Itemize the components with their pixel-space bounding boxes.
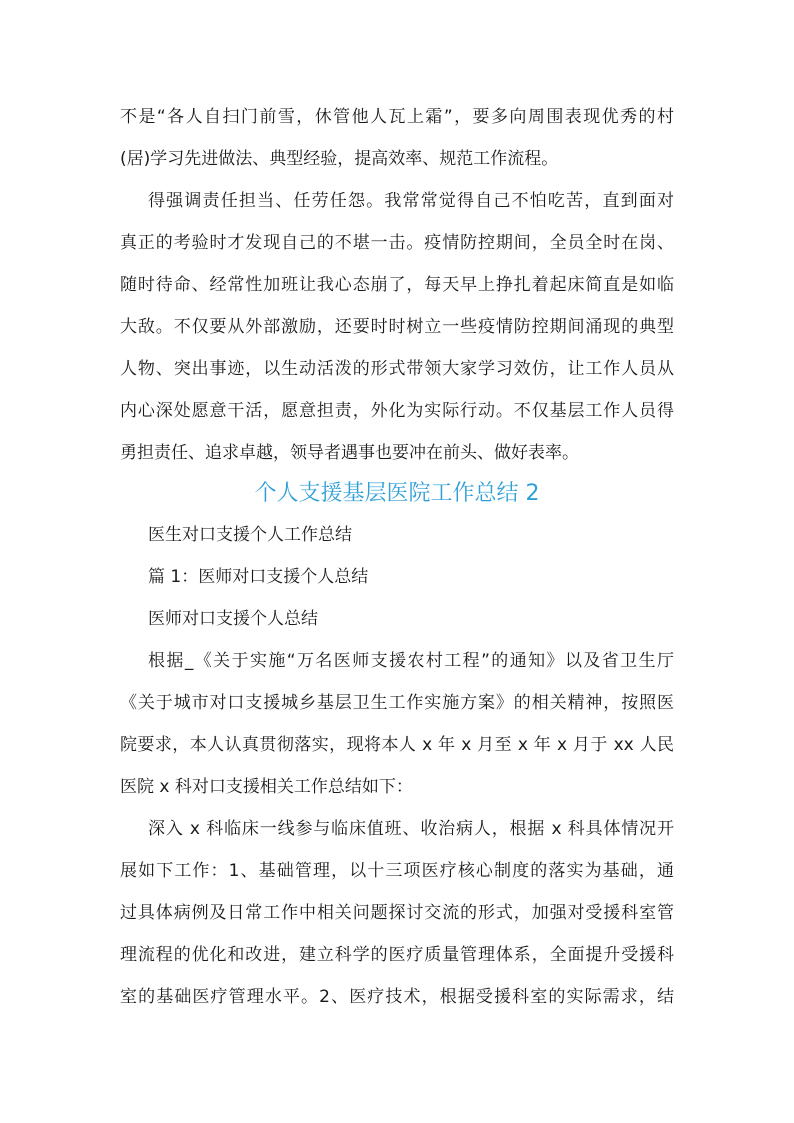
paragraph-line: 得强调责任担当、任劳任怨。我常常觉得自己不怕吃苦，直到面对	[148, 191, 674, 211]
paragraph-line: 随时待命、经常性加班让我心态崩了，每天早上挣扎着起床简直是如临	[120, 275, 674, 295]
paragraph-line: 深入 x 科临床一线参与临床值班、收治病人，根据 x 科具体情况开	[148, 819, 674, 839]
paragraph-line: 过具体病例及日常工作中相关问题探讨交流的形式，加强对受援科室管	[120, 903, 674, 923]
paragraph-line: 真正的考验时才发现自己的不堪一击。疫情防控期间，全员全时在岗、	[120, 233, 674, 253]
paragraph-line: 内心深处愿意干活，愿意担责，外化为实际行动。不仅基层工作人员得	[120, 401, 674, 421]
subtitle: 篇 1：医师对口支援个人总结	[148, 567, 369, 587]
paragraph-line: 勇担责任、追求卓越，领导者遇事也要冲在前头、做好表率。	[120, 443, 579, 463]
paragraph-line: 大敌。不仅要从外部激励，还要时时树立一些疫情防控期间涌现的典型	[120, 317, 674, 337]
paragraph-line: 人物、突出事迹，以生动活泼的形式带领大家学习效仿，让工作人员从	[120, 359, 674, 379]
paragraph-line: 理流程的优化和改进，建立科学的医疗质量管理体系，全面提升受援科	[120, 945, 674, 965]
paragraph-line: 室的基础医疗管理水平。2、医疗技术，根据受援科室的实际需求，结	[120, 987, 674, 1007]
paragraph-line: 医院 x 科对口支援相关工作总结如下：	[120, 777, 413, 797]
paragraph-line: 根据_《关于实施“万名医师支援农村工程”的通知》以及省卫生厅	[148, 651, 674, 671]
paragraph-line: (居)学习先进做法、典型经验，提高效率、规范工作流程。	[120, 149, 559, 169]
paragraph-line: 院要求，本人认真贯彻落实，现将本人 x 年 x 月至 x 年 x 月于 xx 人民	[120, 735, 674, 755]
subtitle: 医生对口支援个人工作总结	[148, 525, 352, 545]
paragraph-line: 《关于城市对口支援城乡基层卫生工作实施方案》的相关精神，按照医	[120, 693, 674, 713]
subtitle: 医师对口支援个人总结	[148, 609, 318, 629]
paragraph-line: 展如下工作：1、基础管理，以十三项医疗核心制度的落实为基础，通	[120, 861, 674, 881]
paragraph-line: 不是“各人自扫门前雪，休管他人瓦上霜”，要多向周围表现优秀的村	[120, 107, 674, 127]
section-heading: 个人支援基层医院工作总结 2	[254, 481, 540, 506]
